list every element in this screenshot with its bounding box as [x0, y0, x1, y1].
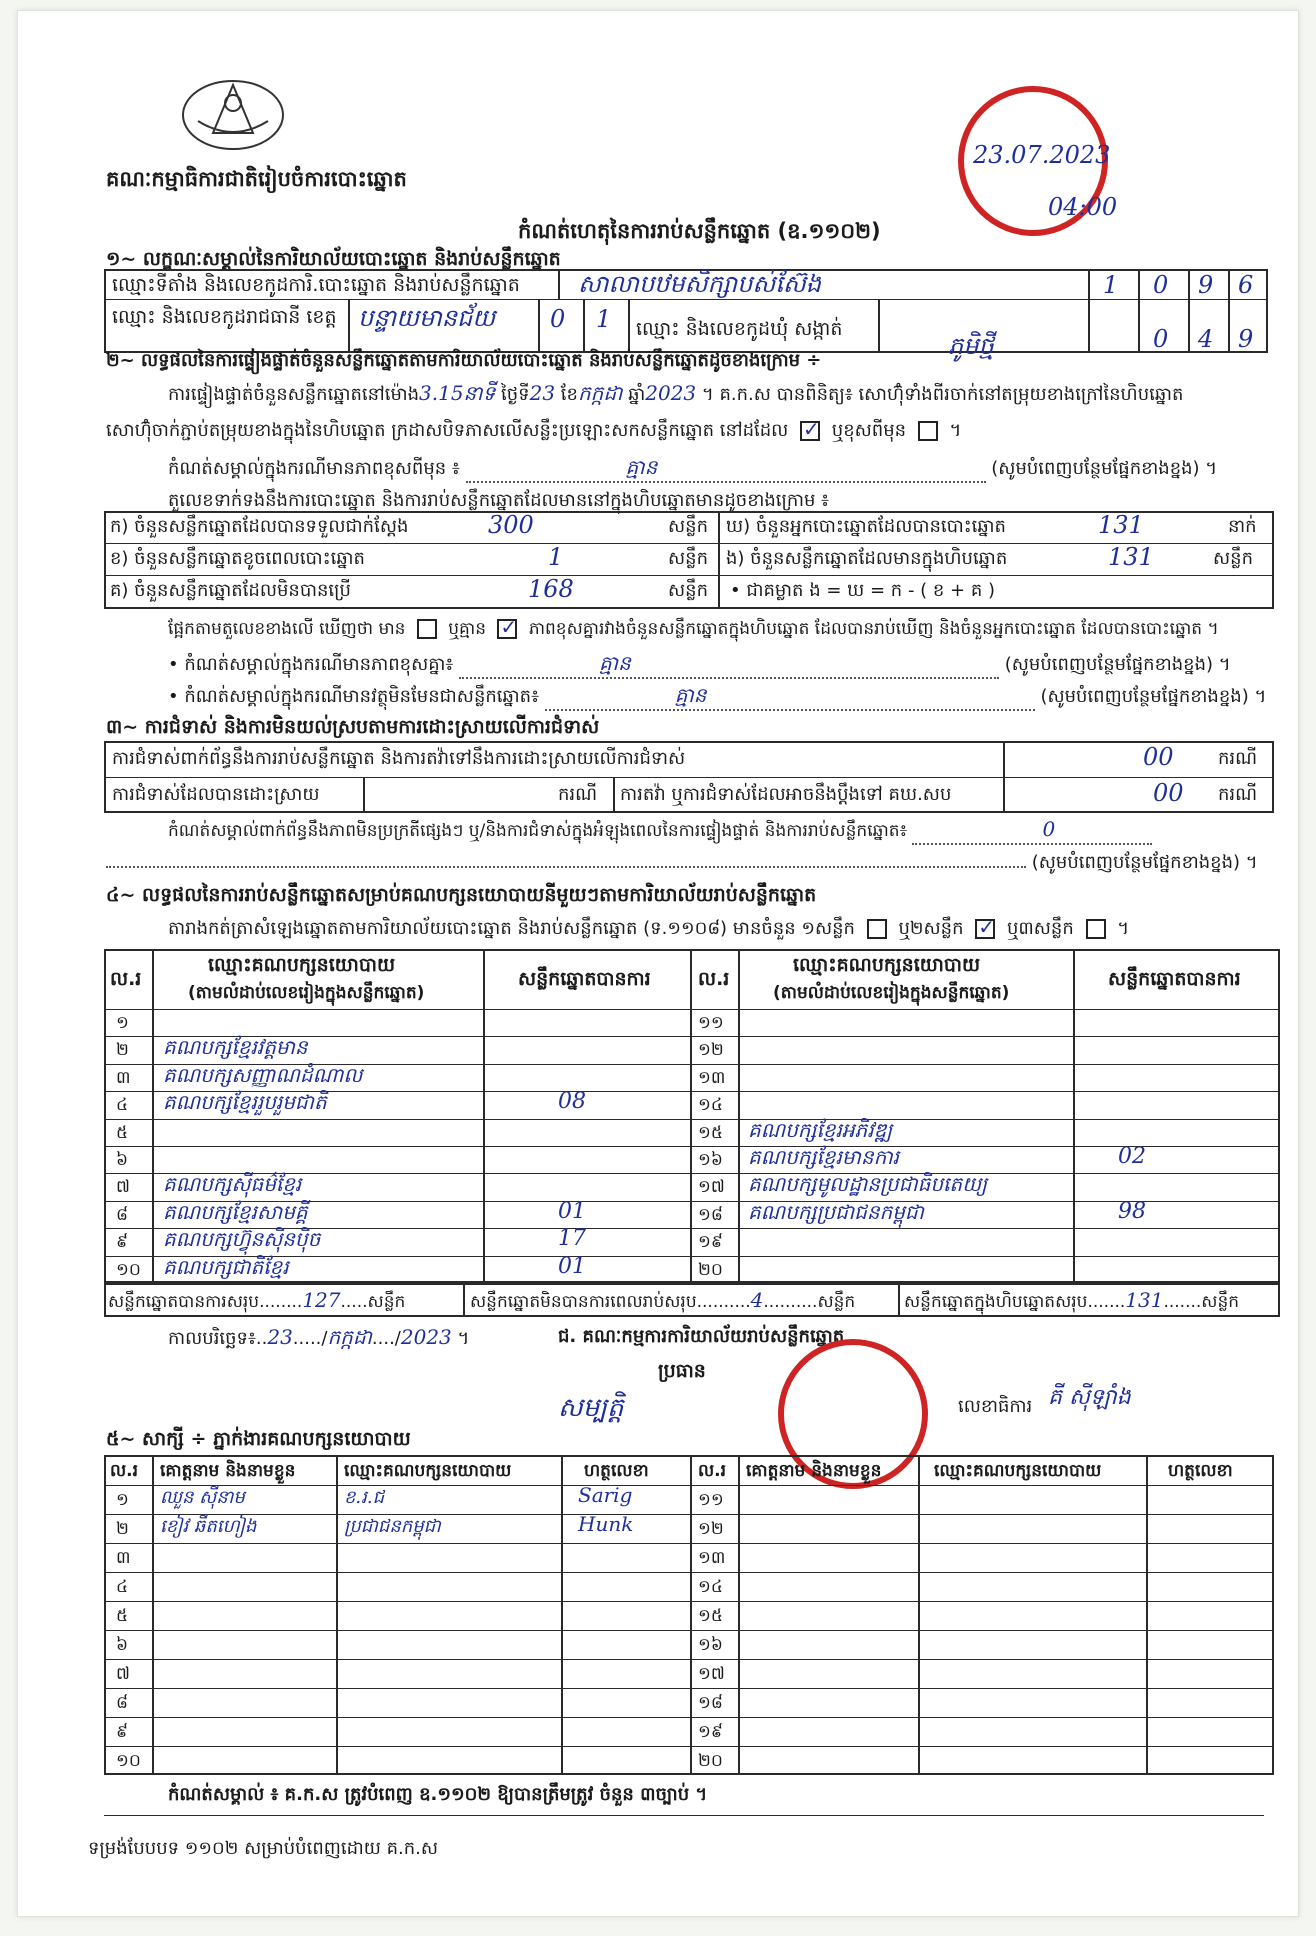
result-row-no: ១២ [698, 1040, 724, 1061]
result-row-no: ២ [116, 1040, 129, 1061]
result-row-votes: 01 [558, 1198, 586, 1224]
total-in-box: សន្លឹកឆ្នោតក្នុងហិបឆ្នោតសរុប.......131.......សន្លឹក [904, 1288, 1240, 1312]
in-box-value: 131 [1108, 543, 1154, 571]
witness-row-signature: Hunk [578, 1512, 634, 1536]
result-row-no: ៩ [116, 1232, 129, 1253]
spoiled-value: 1 [548, 543, 564, 571]
col-no-right: ល.រ [698, 968, 730, 990]
witness-row-divider [690, 1601, 1274, 1602]
col-no-left: ល.រ [110, 968, 142, 990]
section3-title: ៣~ ការជំទាស់ និងការមិនយល់ស្របតាមការដោះស្រាយលើការជំទាស់ [106, 716, 600, 738]
witness-row-divider [690, 1717, 1274, 1718]
province-code-2: 1 [596, 305, 612, 333]
different-checkbox[interactable] [918, 421, 938, 441]
result-row-no: ១១ [698, 1013, 724, 1033]
witness-row-no: ១៩ [698, 1722, 723, 1742]
section2-title: ២~ លទ្ធផលនៃការផ្ទៀងផ្ទាត់ចំនួនសន្លឹកឆ្នោតតាមការិយាល័យបោះឆ្នោត និងរាប់សន្លឹកឆ្នោតដូចខាងក្រោម ÷ [106, 350, 822, 371]
figures-intro: តួលេខទាក់ទងនឹងការបោះឆ្នោត និងការរាប់សន្លឹកឆ្នោតដែលមាននៅក្នុងហិបឆ្នោតមានដូចខាងក្រោម ៖ [168, 490, 830, 511]
location-value: សាលាបឋមសិក្សាបស់ស៊ែង [578, 270, 821, 298]
witness-row-divider [690, 1659, 1274, 1660]
result-row-divider [690, 1064, 1280, 1065]
irregularity-line: កំណត់សម្គាល់ពាក់ព័ន្ធនឹងភាពមិនប្រក្រតីផ្សេងៗ ឬ/និងការជំទាស់ក្នុងអំឡុងពេលនៃការផ្ទៀងផ្ទាត់ និងការរាប់សន្លឹកឆ្នោត៖ 0 [168, 817, 1152, 845]
result-row-divider [690, 1036, 1280, 1037]
result-row-votes: 17 [558, 1226, 586, 1252]
witness-row-no: ១៤ [698, 1577, 723, 1597]
result-row-no: ១៦ [698, 1150, 723, 1170]
foreign-object-line: • កំណត់សម្គាល់ក្នុងករណីមានវត្ថុមិនមែនជាសន្លឹកឆ្នោត៖ គ្មាន (សូមបំពេញបន្ថែមផ្នែកខាងខ្នង) ។ [168, 683, 1266, 711]
w-col-sign-right: ហត្ថលេខា [1168, 1461, 1233, 1481]
result-row-votes: 02 [1118, 1144, 1146, 1169]
col-party-sub-left: (តាមលំដាប់លេខរៀងក្នុងសន្លឹកឆ្នោត) [188, 983, 425, 1003]
spoiled-label: ខ) ចំនួនសន្លឹកឆ្នោតខូចពេលបោះឆ្នោត [110, 548, 365, 569]
three-sheet-checkbox[interactable] [1086, 919, 1106, 939]
witness-row-party: ខ.រ.ជ [344, 1487, 385, 1508]
witness-row-party: ប្រជាជនកម្ពុជា [344, 1516, 441, 1537]
witness-row-divider [104, 1630, 690, 1631]
witness-row-no: ១២ [698, 1519, 724, 1539]
diff-note-line: • កំណត់សម្គាល់ក្នុងករណីមានភាពខុសគ្នា៖ គ្មាន (សូមបំពេញបន្ថែមផ្នែកខាងខ្នង) ។ [168, 651, 1231, 679]
result-row-no: ១៤ [698, 1095, 723, 1116]
election-form-page [17, 10, 1299, 1917]
objection-value: 00 [1143, 743, 1174, 771]
result-row-no: ២០ [698, 1259, 723, 1280]
received-value: 300 [488, 511, 534, 539]
witness-row-no: ១ [116, 1490, 129, 1510]
resolved-unit: ករណី [558, 784, 598, 805]
result-row-party: គណបក្សមូលដ្ឋានប្រជាធិបតេយ្យ [748, 1172, 988, 1197]
received-unit: សន្លឹក [668, 516, 708, 537]
w-col-no-left: ល.រ [110, 1461, 139, 1481]
result-row-no: ១៩ [698, 1232, 723, 1253]
result-row-divider [690, 1228, 1280, 1229]
difference-note-line: កំណត់សម្គាល់ក្នុងករណីមានភាពខុសពីមុន ៖ គ្មាន (សូមបំពេញបន្ថែមផ្នែកខាងខ្នង) ។ [168, 455, 1217, 483]
one-sheet-checkbox[interactable] [867, 919, 887, 939]
result-row-divider [104, 1119, 690, 1120]
result-row-no: ៥ [116, 1122, 129, 1143]
location-code-2: 0 [1153, 271, 1169, 299]
result-row-party: គណបក្សជាតិខ្មែរ [163, 1254, 289, 1279]
voters-label: ឃ) ចំនួនអ្នកបោះឆ្នោតដែលបានបោះឆ្នោត [726, 516, 1006, 537]
result-row-no: ១៧ [698, 1177, 725, 1198]
col-votes-left: សន្លឹកឆ្នោតបានការ [518, 968, 651, 990]
witness-row-name: ខៀវ ឆឹតហៀង [160, 1516, 257, 1537]
voters-value: 131 [1098, 511, 1144, 539]
same-as-before-checkbox[interactable] [800, 421, 820, 441]
formula: • ជាគម្លាត ង = ឃ = ក - ( ខ + គ ) [730, 580, 996, 601]
result-row-no: ៣ [116, 1067, 131, 1088]
witness-row-no: ១៨ [698, 1693, 723, 1713]
nec-emblem-icon [178, 73, 288, 153]
witness-row-divider [690, 1543, 1274, 1544]
location-code-3: 9 [1198, 271, 1214, 299]
tally-sheet-line: តារាងកត់ត្រាសំឡេងឆ្នោតតាមការិយាល័យបោះឆ្នោត និងរាប់សន្លឹកឆ្នោត (ទ.១១០៨) មានចំនួន ១សន្លឹក ឬ២សន្លឹក ✓ ឬ៣សន្លឹក ។ [168, 917, 1129, 941]
location-code-4: 6 [1238, 271, 1254, 299]
result-row-votes: 98 [1118, 1198, 1146, 1224]
commune-label: ឈ្មោះ និងលេខកូដឃុំ សង្កាត់ [636, 318, 843, 340]
result-row-divider [690, 1091, 1280, 1092]
seal-check-line: សោហ៊ុំចាក់ភ្ជាប់តម្រុយខាងក្នុងនៃហិបឆ្នោត ក្រដាសបិទភាសលើសន្លឹះប្រឡោះសកសន្លឹកឆ្នោត នៅដដែល ✓ ឬខុសពីមុន ។ [106, 419, 961, 443]
witness-row-no: ១៥ [698, 1606, 723, 1626]
appeal-unit: ករណី [1218, 784, 1258, 805]
result-row-party: គណបក្សខ្មែរមានការ [748, 1145, 899, 1169]
col-party-sub-right: (តាមលំដាប់លេខរៀងក្នុងសន្លឹកឆ្នោត) [773, 983, 1010, 1003]
witness-row-divider [104, 1688, 690, 1689]
witness-row-no: ១៦ [698, 1635, 723, 1655]
result-row-party: គណបក្សសញ្ញាណដំណាល [163, 1062, 363, 1087]
unused-label: គ) ចំនួនសន្លឹកឆ្នោតដែលមិនបានប្រើ [110, 580, 351, 601]
appeal-label: ការតវ៉ា ឬការជំទាស់ដែលអាចនឹងប្តឹងទៅ គឃ.សប [620, 784, 952, 805]
result-row-no: ៤ [116, 1095, 129, 1116]
result-row-votes: 08 [558, 1089, 586, 1115]
in-box-unit: សន្លឹក [1213, 548, 1253, 569]
witness-row-no: ២ [116, 1519, 129, 1539]
form-title: កំណត់ហេតុនៃការរាប់សន្លឹកឆ្នោត (ឧ.១១០២) [518, 219, 881, 243]
result-row-votes: 01 [558, 1253, 586, 1279]
witness-row-no: ១៧ [698, 1664, 725, 1684]
result-row-no: ១៥ [698, 1122, 723, 1143]
witness-row-name: ឈួន ស៊ីនាម [160, 1487, 245, 1508]
witness-row-divider [104, 1717, 690, 1718]
col-party-left: ឈ្មោះគណបក្សនយោបាយ [208, 954, 396, 976]
result-row-divider [104, 1146, 690, 1147]
total-valid: សន្លឹកឆ្នោតបានការសរុប........127.....សន្លឹក [108, 1288, 406, 1312]
commission-name: គណៈកម្មាធិការជាតិរៀបចំការបោះឆ្នោត [106, 167, 407, 191]
col-votes-right: សន្លឹកឆ្នោតបានការ [1108, 968, 1241, 990]
witness-row-divider [690, 1572, 1274, 1573]
commune-code-2: 4 [1198, 325, 1214, 353]
result-row-no: ១ [116, 1013, 129, 1033]
location-label: ឈ្មោះទីតាំង និងលេខកូដការិ.បោះឆ្នោត និងរាប់សន្លឹកឆ្នោត [112, 274, 520, 296]
col-party-right: ឈ្មោះគណបក្សនយោបាយ [793, 954, 981, 976]
chair-signature: សម្បត្តិ [558, 1393, 624, 1423]
commune-code-1: 0 [1153, 325, 1169, 353]
location-code-1: 1 [1103, 271, 1119, 299]
section5-title: ៥~ សាក្សី ÷ ភ្នាក់ងារគណបក្សនយោបាយ [106, 1428, 411, 1450]
province-value: បន្ទាយមានជ័យ [358, 304, 496, 332]
unused-value: 168 [528, 575, 574, 603]
section1-title: ១~ លក្ខណៈសម្គាល់នៃការិយាល័យបោះឆ្នោត និងរាប់សន្លឹកឆ្នោត [106, 248, 561, 270]
witness-row-divider [104, 1601, 690, 1602]
form-note: ទម្រង់បែបបទ ១១០២ សម្រាប់បំពេញដោយ គ.ក.ស [88, 1838, 439, 1859]
result-row-no: ៨ [116, 1204, 129, 1225]
resolved-label: ការជំទាស់ដែលបានដោះស្រាយ [112, 784, 320, 805]
w-col-sign-left: ហត្ថលេខា [584, 1461, 649, 1481]
w-col-name-left: គោត្តនាម និងនាមខ្លួន [160, 1461, 296, 1481]
unused-unit: សន្លឹក [668, 580, 708, 601]
witness-row-divider [104, 1746, 690, 1747]
result-row-no: ១០ [116, 1259, 141, 1280]
witness-row-no: ១១ [698, 1490, 724, 1510]
witness-row-divider [690, 1746, 1274, 1747]
witness-table [104, 1455, 1274, 1775]
result-row-party: គណបក្សខ្មែរសាមគ្គី [163, 1199, 308, 1224]
section4-title: ៤~ លទ្ធផលនៃការរាប់សន្លឹកឆ្នោតសម្រាប់គណបក្សនយោបាយនីមួយៗតាមការិយាល័យរាប់សន្លឹកឆ្នោត [106, 884, 817, 906]
secretary-label: លេខាធិការ [958, 1396, 1033, 1417]
witness-row-divider [104, 1572, 690, 1573]
witness-row-no: ៧ [116, 1664, 130, 1684]
witness-row-divider [104, 1659, 690, 1660]
witness-row-signature: Sarig [578, 1483, 633, 1507]
spoiled-unit: សន្លឹក [668, 548, 708, 569]
province-code-1: 0 [550, 305, 566, 333]
result-row-divider [690, 1256, 1280, 1257]
witness-row-no: ៩ [116, 1722, 129, 1742]
witness-row-no: ១០ [116, 1751, 141, 1771]
result-row-party: គណបក្សហ៊្វុនស៊ិនប៉ិច [163, 1227, 321, 1252]
result-row-no: ១៨ [698, 1204, 723, 1225]
witness-row-divider [690, 1514, 1274, 1515]
result-row-party: គណបក្សខ្មែរអភិវឌ្ឍ [748, 1117, 893, 1142]
w-col-name-right: គោត្តនាម និងនាមខ្លួន [746, 1461, 882, 1481]
no-difference-checkbox[interactable] [497, 619, 517, 639]
witness-row-no: ១៣ [698, 1548, 726, 1568]
commune-code-3: 9 [1238, 325, 1254, 353]
signing-date: កាលបរិច្ឆេទ៖..23...../កក្កដា..../2023 ។ [168, 1325, 470, 1349]
w-col-party-right: ឈ្មោះគណបក្សនយោបាយ [934, 1461, 1102, 1481]
result-row-party: គណបក្សខ្មែររួបរួមជាតិ [163, 1090, 327, 1115]
w-col-no-right: ល.រ [698, 1461, 727, 1481]
result-row-no: ៦ [116, 1150, 129, 1170]
witness-row-no: ៣ [116, 1548, 131, 1568]
result-row-no: ៧ [116, 1177, 130, 1198]
voters-unit: នាក់ [1228, 516, 1257, 537]
secretary-signature: គី ស៊ីឡាំង [1048, 1385, 1131, 1410]
result-row-party: គណបក្សស៊ីធម៌ខ្មែរ [163, 1172, 302, 1197]
stamp-time: 04:00 [1048, 193, 1118, 221]
verify-time-line: ការផ្ទៀងផ្ទាត់ចំនួនសន្លឹកឆ្នោតនៅម៉ោង3.15នាទី ថ្ងៃទី23 ខែកក្កដា ឆ្នាំ2023 ។ គ.ក.ស បានពិនិត្យ៖ សោហ៊ុំទាំងពីរចាក់នៅតម្រុយខាងក្រៅនៃហិបឆ្នោត [168, 381, 1184, 405]
witness-row-divider [104, 1543, 690, 1544]
stamp-date: 23.07.2023 [973, 141, 1111, 169]
result-row-party: គណបក្សប្រជាជនកម្ពុជា [748, 1199, 924, 1224]
witness-row-no: ៨ [116, 1693, 129, 1713]
witness-row-no: ២០ [698, 1751, 723, 1771]
w-col-party-left: ឈ្មោះគណបក្សនយោបាយ [344, 1461, 512, 1481]
irregularity-fill-line: (សូមបំពេញបន្ថែមផ្នែកខាងខ្នង) ។ [106, 851, 1258, 875]
result-row-no: ១៣ [698, 1067, 726, 1088]
objection-label: ការជំទាស់ពាក់ព័ន្ធនឹងការរាប់សន្លឹកឆ្នោត និងការតវ៉ាទៅនឹងការដោះស្រាយលើការជំទាស់ [112, 748, 686, 769]
difference-line: ផ្អែកតាមតួលេខខាងលើ ឃើញថា មាន ឬគ្មាន ✓ ភាពខុសគ្នារវាងចំនួនសន្លឹកឆ្នោតក្នុងហិបឆ្នោត ដែលបានរាប់ឃើញ និងចំនួនអ្នកបោះឆ្នោត ដែលបានបោះឆ្នោត ។ [168, 617, 1219, 641]
witness-row-no: ៤ [116, 1577, 129, 1597]
footnote: កំណត់សម្គាល់ ៖ គ.ក.ស ត្រូវបំពេញ ឧ.១១០២ ឱ្យបានត្រឹមត្រូវ ចំនួន ៣ច្បាប់ ។ [168, 1784, 708, 1805]
commune-value: ភូមិថ្មី [948, 332, 994, 360]
witness-row-no: ៦ [116, 1635, 129, 1655]
in-box-label: ង) ចំនួនសន្លឹកឆ្នោតដែលមានក្នុងហិបឆ្នោត [726, 548, 1008, 569]
office-label: ជ. គណៈកម្មការការិយាល័យរាប់សន្លឹកឆ្នោត [558, 1326, 845, 1347]
objection-unit: ករណី [1218, 748, 1258, 769]
total-invalid: សន្លឹកឆ្នោតមិនបានការពេលរាប់សរុប..........4..........សន្លឹក [470, 1288, 856, 1312]
result-row-party: គណបក្សខ្មែរវត្តមាន [163, 1035, 308, 1060]
has-difference-checkbox[interactable] [417, 619, 437, 639]
witness-row-divider [690, 1688, 1274, 1689]
appeal-value: 00 [1153, 779, 1184, 807]
witness-row-divider [690, 1630, 1274, 1631]
witness-row-no: ៥ [116, 1606, 129, 1626]
received-label: ក) ចំនួនសន្លឹកឆ្នោតដែលបានទទួលជាក់ស្តែង [110, 516, 409, 537]
two-sheet-checkbox[interactable] [975, 919, 995, 939]
chair-label: ប្រធាន [658, 1360, 706, 1382]
province-label: ឈ្មោះ និងលេខកូដរាជធានី ខេត្ត [112, 306, 337, 328]
